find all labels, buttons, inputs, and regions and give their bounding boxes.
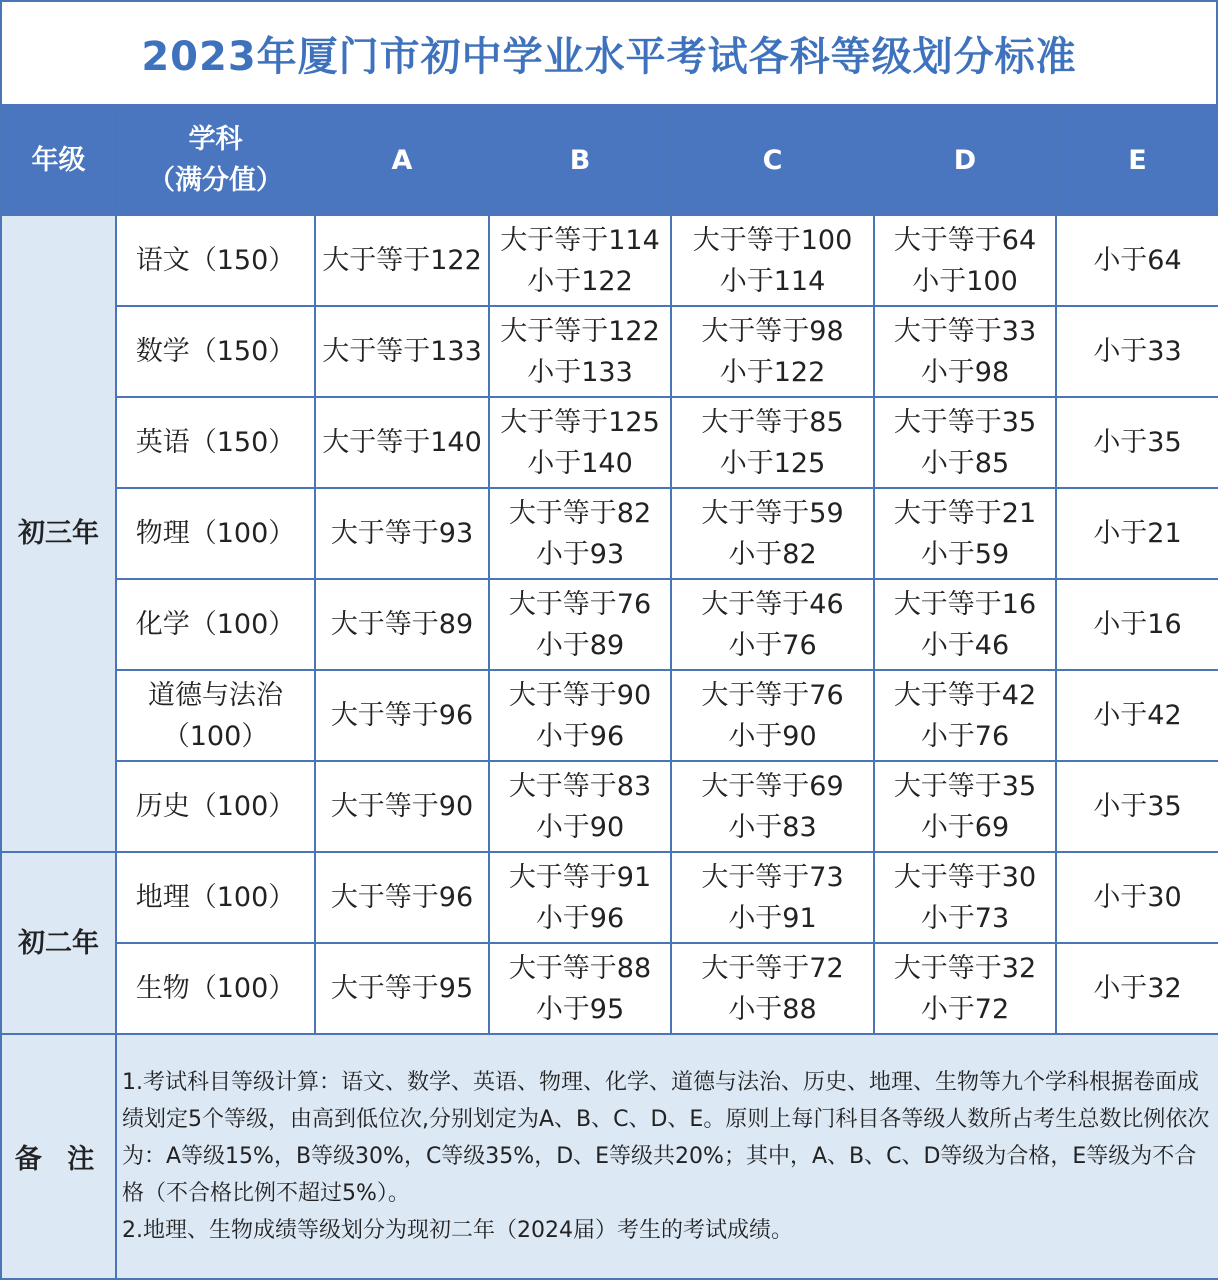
range-text: 小于125 bbox=[719, 447, 826, 479]
range-text: 小于90 bbox=[535, 811, 625, 843]
level-b-cell bbox=[489, 943, 671, 1034]
subject-text: 道德与法治 bbox=[148, 679, 283, 711]
range-text: 大于等于140 bbox=[322, 427, 482, 458]
level-c-cell bbox=[671, 943, 874, 1034]
level-a-cell bbox=[315, 579, 489, 670]
table-row bbox=[1, 306, 1218, 397]
subject-cell bbox=[116, 670, 315, 761]
range-text: 小于59 bbox=[920, 538, 1010, 570]
header-level-a: A bbox=[315, 105, 489, 215]
range-text: 大于等于83 bbox=[508, 770, 652, 802]
level-b-cell bbox=[489, 306, 671, 397]
range-text: 大于等于46 bbox=[701, 588, 844, 620]
range-text: 小于30 bbox=[1093, 882, 1182, 913]
range-text: 小于96 bbox=[535, 902, 625, 934]
level-e-cell bbox=[1056, 306, 1218, 397]
header-subject bbox=[116, 105, 315, 215]
level-a-cell bbox=[315, 488, 489, 579]
range-text: 大于等于122 bbox=[322, 245, 482, 276]
range-text: 小于46 bbox=[920, 629, 1010, 661]
level-e-cell bbox=[1056, 670, 1218, 761]
grade-label: 初二年 bbox=[1, 852, 116, 1034]
subject-cell bbox=[116, 852, 315, 943]
range-text: 大于等于35 bbox=[893, 770, 1037, 802]
level-b-cell bbox=[489, 579, 671, 670]
level-a-cell bbox=[315, 943, 489, 1034]
range-text: 小于21 bbox=[1093, 518, 1182, 549]
level-a-cell bbox=[315, 306, 489, 397]
range-text: 大于等于64 bbox=[893, 224, 1037, 256]
level-c-cell bbox=[671, 852, 874, 943]
table-row bbox=[1, 488, 1218, 579]
level-c-cell bbox=[671, 670, 874, 761]
level-d-cell bbox=[874, 943, 1056, 1034]
range-text: 小于82 bbox=[728, 538, 817, 570]
range-text: 大于等于16 bbox=[893, 588, 1037, 620]
range-text: 小于122 bbox=[719, 356, 826, 388]
range-text: 小于35 bbox=[1093, 427, 1182, 458]
range-text: 小于35 bbox=[1093, 791, 1182, 822]
range-text: 小于140 bbox=[527, 447, 633, 479]
range-text: 小于42 bbox=[1093, 700, 1182, 731]
level-b-cell bbox=[489, 670, 671, 761]
level-d-cell bbox=[874, 397, 1056, 488]
level-d-cell bbox=[874, 488, 1056, 579]
header-level-b: B bbox=[489, 105, 671, 215]
range-text: 大于等于122 bbox=[500, 315, 660, 347]
range-text: 小于83 bbox=[728, 811, 817, 843]
range-text: 大于等于133 bbox=[322, 336, 482, 367]
subject-cell bbox=[116, 488, 315, 579]
grade-table-body bbox=[1, 215, 1218, 1034]
table-row bbox=[1, 943, 1218, 1034]
range-text: 大于等于76 bbox=[701, 679, 844, 711]
subject-cell bbox=[116, 943, 315, 1034]
level-b-cell bbox=[489, 397, 671, 488]
level-e-cell bbox=[1056, 397, 1218, 488]
level-a-cell bbox=[315, 670, 489, 761]
range-text: 大于等于114 bbox=[500, 224, 660, 256]
level-c-cell bbox=[671, 579, 874, 670]
level-d-cell bbox=[874, 579, 1056, 670]
header-grade: 年级 bbox=[1, 105, 116, 215]
subject-text: 生物（100） bbox=[135, 973, 296, 1004]
range-text: 大于等于93 bbox=[330, 518, 474, 549]
subject-text: 英语（150） bbox=[135, 427, 296, 458]
range-text: 大于等于42 bbox=[893, 679, 1037, 711]
level-e-cell bbox=[1056, 488, 1218, 579]
level-e-cell bbox=[1056, 943, 1218, 1034]
range-text: 大于等于35 bbox=[893, 406, 1037, 438]
header-level-c: C bbox=[671, 105, 874, 215]
level-a-cell bbox=[315, 852, 489, 943]
note-line-2: 2.地理、生物成绩等级划分为现初二年（2024届）考生的考试成绩。 bbox=[122, 1218, 793, 1243]
range-text: 大于等于32 bbox=[893, 952, 1037, 984]
subject-cell bbox=[116, 306, 315, 397]
range-text: 大于等于90 bbox=[330, 791, 474, 822]
range-text: 小于93 bbox=[535, 538, 625, 570]
level-a-cell bbox=[315, 397, 489, 488]
grade-label: 初三年 bbox=[1, 215, 116, 852]
subject-text: 语文（150） bbox=[135, 245, 296, 276]
notes-body bbox=[116, 1034, 1218, 1279]
subject-text: 数学（150） bbox=[135, 336, 296, 367]
range-text: 小于96 bbox=[535, 720, 625, 752]
range-text: 大于等于96 bbox=[330, 882, 474, 913]
header-row bbox=[1, 105, 1218, 215]
range-text: 大于等于96 bbox=[330, 700, 474, 731]
level-b-cell bbox=[489, 215, 671, 306]
subject-cell bbox=[116, 397, 315, 488]
subject-text: 历史（100） bbox=[135, 791, 296, 822]
range-text: 大于等于73 bbox=[701, 861, 844, 893]
subject-text: 物理（100） bbox=[135, 518, 296, 549]
page-title: 2023年厦门市初中学业水平考试各科等级划分标准 bbox=[0, 0, 1218, 104]
header-level-e: E bbox=[1056, 105, 1218, 215]
table-row bbox=[1, 215, 1218, 306]
level-d-cell bbox=[874, 852, 1056, 943]
range-text: 小于64 bbox=[1093, 245, 1182, 276]
range-text: 小于114 bbox=[719, 265, 826, 297]
range-text: 小于122 bbox=[527, 265, 633, 297]
range-text: 大于等于30 bbox=[893, 861, 1037, 893]
level-c-cell bbox=[671, 397, 874, 488]
level-c-cell bbox=[671, 306, 874, 397]
level-c-cell bbox=[671, 761, 874, 852]
subject-cell bbox=[116, 761, 315, 852]
subject-cell bbox=[116, 579, 315, 670]
level-b-cell bbox=[489, 488, 671, 579]
level-b-cell bbox=[489, 852, 671, 943]
range-text: 大于等于21 bbox=[893, 497, 1037, 529]
range-text: 小于88 bbox=[728, 993, 817, 1025]
level-e-cell bbox=[1056, 761, 1218, 852]
subject-text: 化学（100） bbox=[135, 609, 296, 640]
notes-row bbox=[1, 1034, 1218, 1279]
range-text: 大于等于91 bbox=[508, 861, 652, 893]
table-row bbox=[1, 397, 1218, 488]
range-text: 大于等于72 bbox=[701, 952, 844, 984]
table-row bbox=[1, 579, 1218, 670]
table-row bbox=[1, 761, 1218, 852]
level-d-cell bbox=[874, 670, 1056, 761]
level-a-cell bbox=[315, 215, 489, 306]
range-text: 大于等于88 bbox=[508, 952, 652, 984]
range-text: 大于等于125 bbox=[500, 406, 660, 438]
range-text: 小于100 bbox=[912, 265, 1018, 297]
range-text: 小于16 bbox=[1093, 609, 1182, 640]
subject-text: （100） bbox=[162, 720, 269, 752]
range-text: 小于90 bbox=[728, 720, 817, 752]
range-text: 大于等于59 bbox=[701, 497, 844, 529]
range-text: 大于等于82 bbox=[508, 497, 652, 529]
range-text: 小于72 bbox=[920, 993, 1010, 1025]
subject-cell bbox=[116, 215, 315, 306]
range-text: 大于等于85 bbox=[701, 406, 844, 438]
subject-text: 地理（100） bbox=[135, 882, 296, 913]
range-text: 大于等于33 bbox=[893, 315, 1037, 347]
level-b-cell bbox=[489, 761, 671, 852]
level-d-cell bbox=[874, 306, 1056, 397]
header-subject-line1: 学科 bbox=[188, 124, 243, 155]
level-e-cell bbox=[1056, 579, 1218, 670]
range-text: 大于等于98 bbox=[701, 315, 844, 347]
table-row bbox=[1, 670, 1218, 761]
range-text: 小于85 bbox=[920, 447, 1010, 479]
level-d-cell bbox=[874, 215, 1056, 306]
header-subject-line2: （满分值） bbox=[148, 165, 283, 196]
table-row bbox=[1, 852, 1218, 943]
range-text: 小于95 bbox=[535, 993, 625, 1025]
range-text: 小于133 bbox=[527, 356, 633, 388]
range-text: 小于76 bbox=[920, 720, 1010, 752]
range-text: 小于98 bbox=[920, 356, 1010, 388]
range-text: 大于等于100 bbox=[692, 224, 853, 256]
range-text: 大于等于90 bbox=[508, 679, 652, 711]
level-e-cell bbox=[1056, 852, 1218, 943]
range-text: 小于91 bbox=[728, 902, 817, 934]
range-text: 小于32 bbox=[1093, 973, 1182, 1004]
level-a-cell bbox=[315, 761, 489, 852]
level-e-cell bbox=[1056, 215, 1218, 306]
range-text: 大于等于69 bbox=[701, 770, 844, 802]
level-c-cell bbox=[671, 488, 874, 579]
notes-label: 备 注 bbox=[1, 1034, 116, 1279]
level-c-cell bbox=[671, 215, 874, 306]
level-d-cell bbox=[874, 761, 1056, 852]
range-text: 大于等于76 bbox=[508, 588, 652, 620]
range-text: 大于等于95 bbox=[330, 973, 474, 1004]
grade-table bbox=[0, 104, 1218, 1280]
header-level-d: D bbox=[874, 105, 1056, 215]
range-text: 大于等于89 bbox=[330, 609, 474, 640]
range-text: 小于73 bbox=[920, 902, 1010, 934]
range-text: 小于89 bbox=[535, 629, 625, 661]
range-text: 小于69 bbox=[920, 811, 1010, 843]
range-text: 小于76 bbox=[728, 629, 817, 661]
note-line-1: 1.考试科目等级计算：语文、数学、英语、物理、化学、道德与法治、历史、地理、生物等九个学科根据卷面成绩划定5个等级，由高到低位次,分别划定为A、B、C、D、E。原则上每门科目各等级人数所占考生总数比例依次为：A等级15%，B等级30%，C等级35%，D、E等级共20%；其中，A、B、C、D等级为合格，E等级为不合格（不合格比例不超过5%）。 bbox=[122, 1070, 1210, 1206]
range-text: 小于33 bbox=[1093, 336, 1182, 367]
